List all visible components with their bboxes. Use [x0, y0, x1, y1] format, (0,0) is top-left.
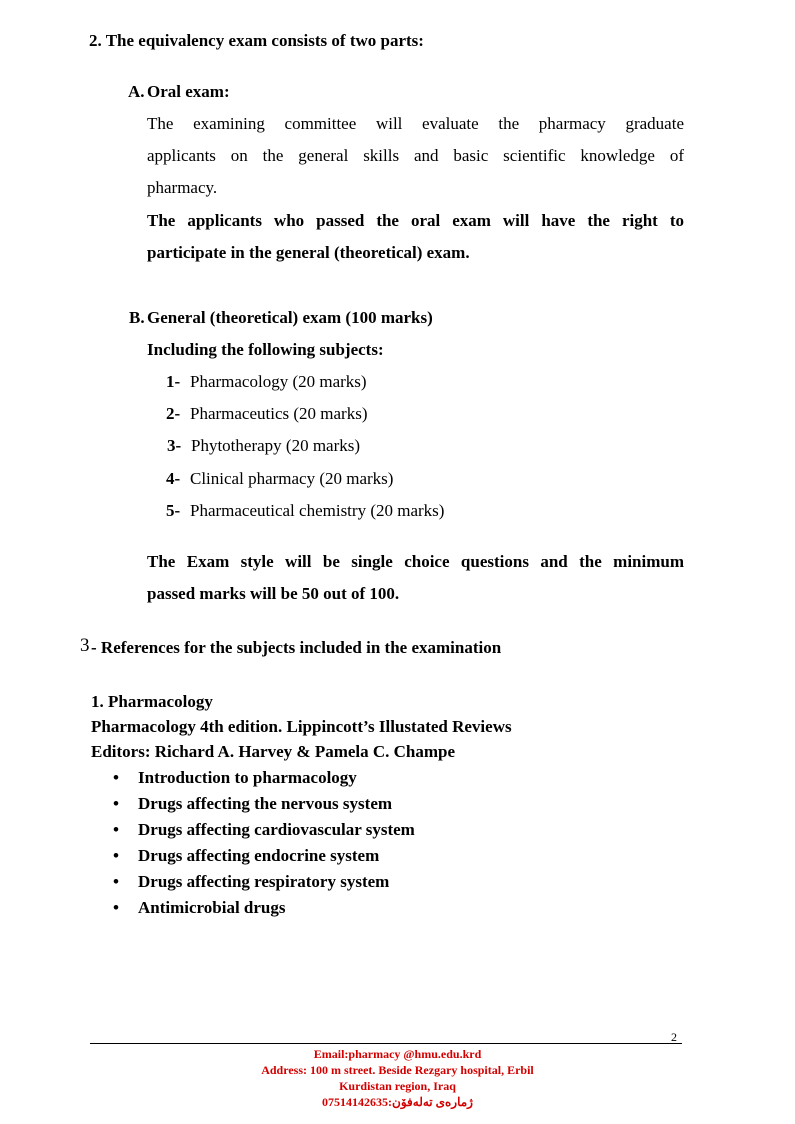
oral-exam-letter: A.	[128, 82, 145, 101]
subject-number: 5-	[166, 501, 181, 520]
topic-item: Drugs affecting the nervous system	[138, 794, 393, 813]
subject-item: Pharmaceutical chemistry (20 marks)	[190, 501, 445, 520]
subjects-intro: Including the following subjects:	[147, 340, 384, 359]
bullet-icon: •	[113, 872, 119, 891]
footer-address: Address: 100 m street. Beside Rezgary hospital, Erbil	[261, 1063, 534, 1077]
oral-exam-desc-line-3: pharmacy.	[147, 178, 218, 197]
oral-exam-desc-line-1: The examining committee will evaluate the pharmacy graduate	[147, 114, 684, 133]
footer-divider	[90, 1043, 682, 1044]
footer-email: Email:pharmacy @hmu.edu.krd	[313, 1047, 482, 1061]
reference-book: Pharmacology 4th edition. Lippincott’s Illustated Reviews	[91, 717, 512, 736]
oral-exam-note-line-1: The applicants who passed the oral exam will have the right to	[147, 211, 684, 230]
reference-editors: Editors: Richard A. Harvey & Pamela C. Champe	[91, 742, 456, 761]
oral-exam-title: Oral exam:	[147, 82, 230, 101]
page-number: 2	[671, 1030, 677, 1044]
exam-style-line-1: The Exam style will be single choice questions and the minimum	[147, 552, 684, 571]
footer-phone: 07514142635:ژمارەی تەلەفۆن	[322, 1095, 473, 1109]
oral-exam-note-line-2: participate in the general (theoretical) exam.	[147, 243, 470, 262]
subject-number: 2-	[166, 404, 181, 423]
reference-title: 1. Pharmacology	[91, 692, 213, 711]
bullet-icon: •	[113, 820, 119, 839]
bullet-icon: •	[113, 846, 119, 865]
subject-number: 1-	[166, 372, 181, 391]
topic-item: Drugs affecting cardiovascular system	[138, 820, 415, 839]
subject-item: Pharmaceutics (20 marks)	[190, 404, 368, 423]
bullet-icon: •	[113, 794, 119, 813]
section-3-number: 3	[80, 635, 90, 656]
bullet-icon: •	[113, 898, 119, 917]
bullet-icon: •	[113, 768, 119, 787]
footer-region: Kurdistan region, Iraq	[339, 1079, 456, 1093]
section-3-heading: - References for the subjects included in the examination	[91, 638, 502, 657]
general-exam-title: General (theoretical) exam (100 marks)	[147, 308, 433, 327]
subject-number: 4-	[166, 469, 181, 488]
subject-item: Pharmacology (20 marks)	[190, 372, 367, 391]
subject-item: Clinical pharmacy (20 marks)	[190, 469, 394, 488]
subject-item: Phytotherapy (20 marks)	[191, 436, 361, 455]
oral-exam-desc-line-2: applicants on the general skills and basic scientific knowledge of	[147, 146, 684, 165]
topic-item: Drugs affecting respiratory system	[138, 872, 390, 891]
general-exam-letter: B.	[129, 308, 145, 327]
section-2-heading: 2. The equivalency exam consists of two parts:	[89, 31, 424, 50]
topic-item: Drugs affecting endocrine system	[138, 846, 380, 865]
subject-number: 3-	[167, 436, 182, 455]
exam-style-line-2: passed marks will be 50 out of 100.	[147, 584, 400, 603]
topic-item: Antimicrobial drugs	[138, 898, 286, 917]
topic-item: Introduction to pharmacology	[138, 768, 357, 787]
